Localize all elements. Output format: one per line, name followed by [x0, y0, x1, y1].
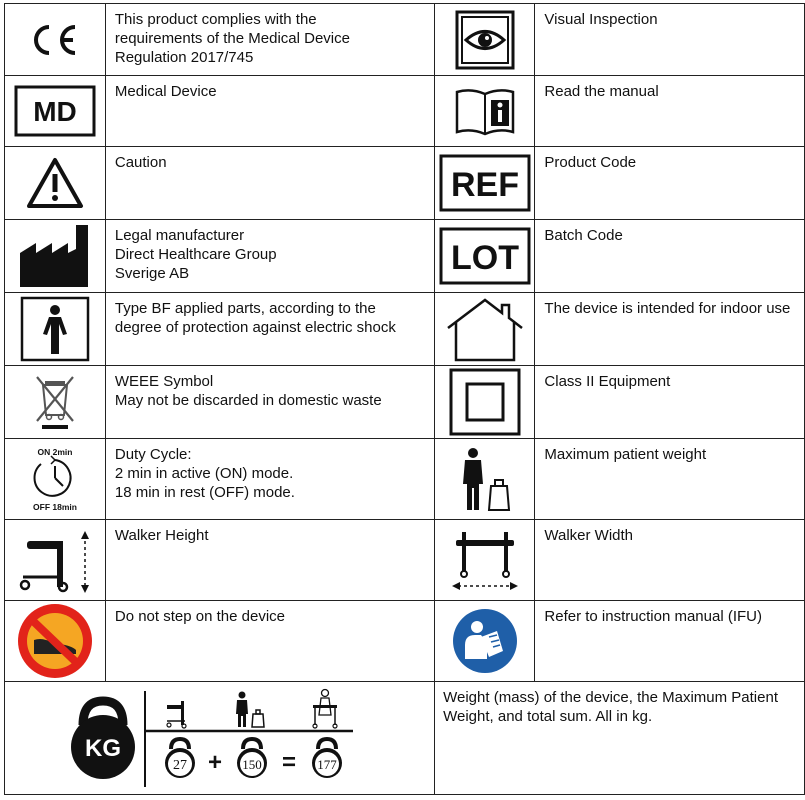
refer-ifu-description: Refer to instruction manual (IFU)	[535, 601, 805, 682]
ce-description: This product complies with the requirements of the Medical Device Regulation 2017/745	[105, 4, 434, 76]
manufacturer-icon	[18, 223, 92, 289]
ref-symbol-text: REF	[450, 166, 519, 204]
table-row	[5, 76, 805, 147]
no-step-cell	[5, 601, 106, 682]
duty-cycle-cell	[5, 439, 106, 520]
ce-mark-icon	[29, 23, 81, 57]
class-ii-icon	[449, 368, 521, 436]
class-ii-description: Class II Equipment	[535, 366, 805, 439]
symbols-table	[4, 3, 805, 795]
class-ii-cell	[435, 366, 535, 439]
walker-height-description: Walker Height	[105, 520, 434, 601]
product-code-description: Product Code	[535, 147, 805, 220]
walker-width-cell	[435, 520, 535, 601]
lot-symbol-text: LOT	[450, 239, 519, 277]
read-manual-icon	[453, 86, 517, 136]
walker-height-icon	[13, 527, 97, 593]
ref-symbol-icon	[439, 154, 531, 212]
weee-icon	[33, 373, 77, 431]
weee-cell	[5, 366, 106, 439]
batch-code-description: Batch Code	[535, 220, 805, 293]
ce-cell	[5, 4, 106, 76]
plus-sign: +	[207, 749, 223, 776]
indoor-use-icon	[444, 296, 526, 362]
ref-cell	[435, 147, 535, 220]
visual-inspection-icon	[454, 9, 516, 71]
table-row	[5, 293, 805, 366]
equals-sign: =	[281, 749, 297, 776]
kettlebell-device	[165, 739, 195, 778]
max-patient-weight-description: Maximum patient weight	[535, 439, 805, 520]
visual-inspection-description: Visual Inspection	[535, 4, 805, 76]
kettlebell-total	[312, 739, 342, 778]
refer-ifu-cell	[435, 601, 535, 682]
patient-weight-value: 150	[242, 757, 262, 772]
walker-width-description: Walker Width	[535, 520, 805, 601]
table-row	[5, 220, 805, 293]
duty-cycle-description: Duty Cycle: 2 min in active (ON) mode. 18 min in rest (OFF) mode.	[105, 439, 434, 520]
weight-description: Weight (mass) of the device, the Maximum Patient Weight, and total sum. All in kg.	[435, 682, 805, 795]
walker-width-icon	[450, 528, 520, 592]
total-weight-value: 177	[317, 757, 337, 772]
md-cell	[5, 76, 106, 147]
weee-description: WEEE Symbol May not be discarded in domestic waste	[105, 366, 434, 439]
kettlebell-patient	[237, 739, 267, 778]
read-manual-description: Read the manual	[535, 76, 805, 147]
walker-small-icon	[167, 701, 186, 728]
type-bf-icon	[20, 296, 90, 362]
kg-label: KG	[85, 735, 121, 762]
lot-symbol-icon	[439, 227, 531, 285]
table-row	[5, 439, 805, 520]
table-row	[5, 147, 805, 220]
caution-icon	[25, 156, 85, 210]
md-symbol-text: MD	[33, 96, 77, 127]
table-row	[5, 682, 805, 795]
read-manual-cell	[435, 76, 535, 147]
manufacturer-cell	[5, 220, 106, 293]
caution-cell	[5, 147, 106, 220]
table-row	[5, 520, 805, 601]
md-symbol-icon	[14, 85, 96, 137]
walker-height-cell	[5, 520, 106, 601]
no-step-description: Do not step on the device	[105, 601, 434, 682]
md-description: Medical Device	[105, 76, 434, 147]
duty-off-label: OFF 18min	[32, 502, 77, 512]
caution-description: Caution	[105, 147, 434, 220]
manufacturer-description: Legal manufacturer Direct Healthcare Group Sverige AB	[105, 220, 434, 293]
weight-equation-cell	[5, 682, 435, 795]
kettlebell-kg-icon	[71, 701, 135, 779]
lot-cell	[435, 220, 535, 293]
visual-inspection-cell	[435, 4, 535, 76]
type-bf-description: Type BF applied parts, according to the degree of protection against electric shock	[105, 293, 434, 366]
no-step-icon	[16, 602, 94, 680]
duty-cycle-icon	[13, 446, 97, 512]
duty-on-label: ON 2min	[37, 447, 73, 457]
table-row	[5, 4, 805, 76]
person-walker-small-icon	[313, 690, 337, 729]
weight-equation-graphic	[5, 683, 415, 793]
refer-ifu-icon	[451, 607, 519, 675]
table-row	[5, 601, 805, 682]
max-patient-weight-cell	[435, 439, 535, 520]
type-bf-cell	[5, 293, 106, 366]
indoor-use-cell	[435, 293, 535, 366]
table-row	[5, 366, 805, 439]
person-weight-small-icon	[236, 692, 264, 728]
indoor-use-description: The device is intended for indoor use	[535, 293, 805, 366]
device-weight-value: 27	[173, 758, 187, 773]
max-patient-weight-icon	[455, 446, 515, 512]
